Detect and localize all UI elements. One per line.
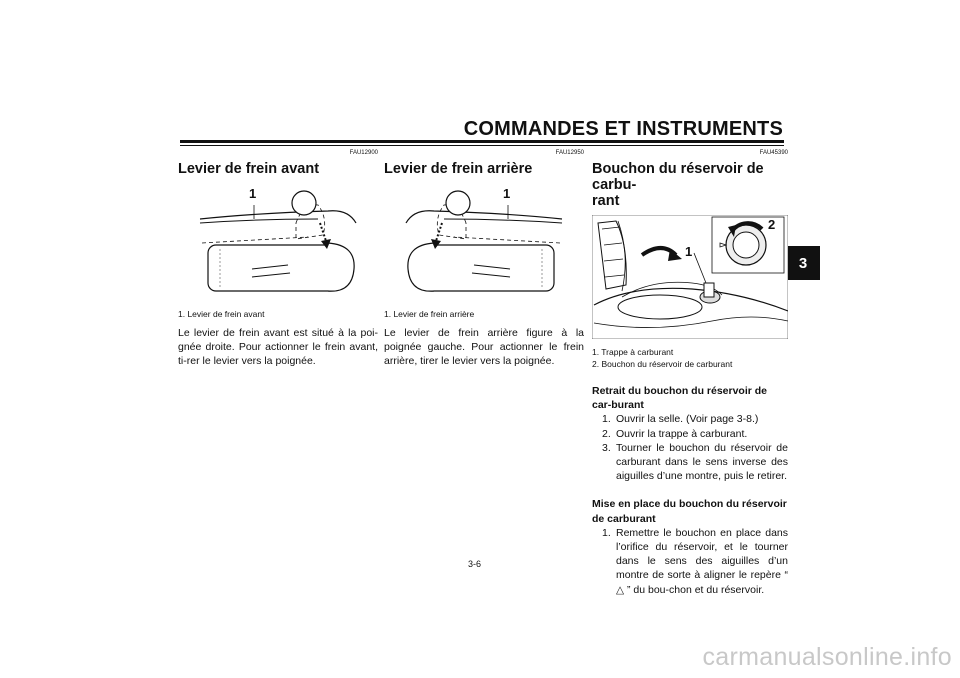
- body-text: Le levier de frein avant est situé à la poi-gnée droite. Pour actionner le frein avant, ti-rer le levier vers la poignée.: [178, 327, 378, 368]
- removal-heading: Retrait du bouchon du réservoir de car-burant: [592, 385, 768, 412]
- install-steps: [592, 526, 788, 597]
- figure-caption: 1. Levier de frein arrière: [384, 309, 475, 319]
- rear-brake-section: [384, 150, 584, 369]
- rear-brake-illustration: [384, 183, 584, 306]
- callout-1: 1: [503, 186, 511, 201]
- list-item: 1. Ouvrir la selle. (Voir page 3-8.): [602, 413, 759, 426]
- list-item: 3. Tourner le bouchon du réservoir de carburant dans le sens inverse des aiguilles d’une montre, puis le retirer.: [602, 441, 788, 483]
- section-code: FAU45390: [759, 150, 788, 156]
- figure-caption: 1. Levier de frein avant: [178, 309, 265, 319]
- fuel-cap-illustration: [592, 215, 788, 344]
- section-title: Bouchon du réservoir de carbu- rant: [592, 161, 764, 209]
- page-number: 3-6: [468, 559, 482, 569]
- list-item: 1. Remettre le bouchon en place dans l’orifice du réservoir, et le tourner dans le sens des aiguilles d’un montre de sorte à aligner le repère “ △ ” du bou-chon et du réservoir.: [602, 526, 788, 596]
- section-title: Levier de frein avant: [178, 161, 320, 177]
- callout-1: 1: [249, 186, 257, 201]
- section-code: FAU12950: [555, 150, 584, 156]
- chapter-tab[interactable]: 3: [786, 246, 820, 280]
- watermark[interactable]: carmanualsonline.info: [702, 643, 952, 671]
- header-title: COMMANDES ET INSTRUMENTS: [463, 118, 783, 140]
- callout-2: 2: [768, 217, 776, 232]
- list-item: 2. Ouvrir la trappe à carburant.: [602, 427, 748, 440]
- section-title: Levier de frein arrière: [384, 161, 533, 177]
- fuel-cap-section: [592, 150, 788, 597]
- section-code: FAU12900: [349, 150, 378, 156]
- removal-steps: [592, 412, 788, 483]
- front-brake-section: [178, 150, 378, 369]
- callout-1: 1: [685, 244, 693, 259]
- body-text: Le levier de frein arrière figure à la poignée gauche. Pour actionner le frein arrière, tirer le levier vers la poignée.: [384, 327, 584, 368]
- header-rule-thin: [180, 145, 784, 146]
- front-brake-illustration: [178, 183, 378, 306]
- install-heading: Mise en place du bouchon du réservoir de carburant: [592, 498, 787, 525]
- header-rule-thick: [180, 140, 784, 143]
- figure-caption: 1. Trappe à carburant 2. Bouchon du réservoir de carburant: [592, 347, 733, 369]
